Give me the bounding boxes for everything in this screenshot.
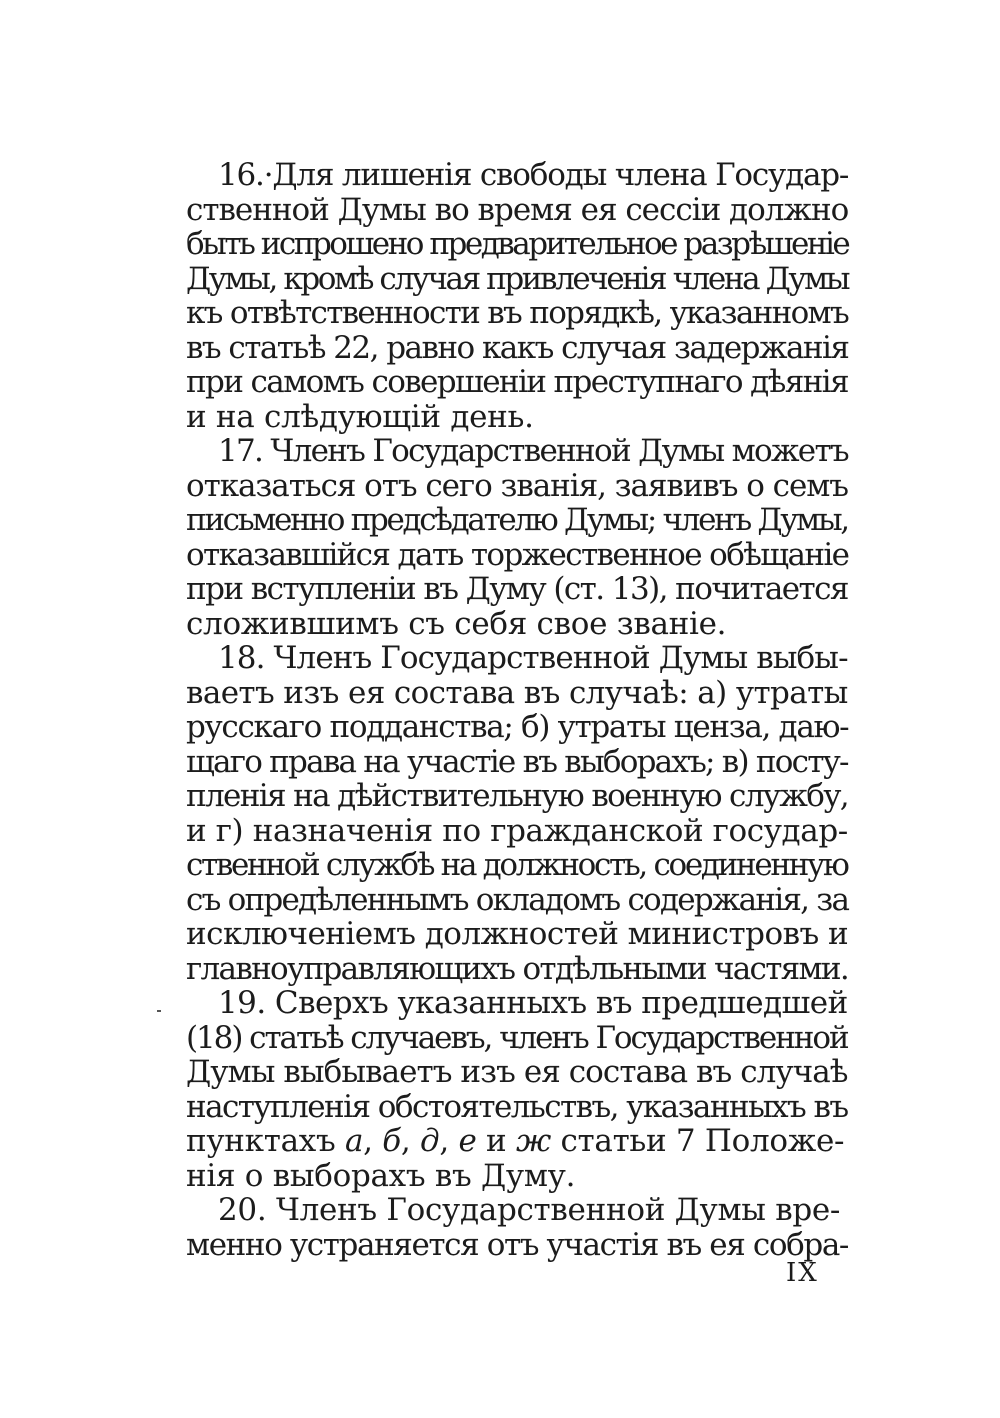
text-line: Думы, кромѣ случая привлеченія члена Думы: [186, 260, 849, 297]
text-line: и на слѣдующій день.: [186, 398, 534, 435]
text-line: нія о выборахъ въ Думу.: [186, 1157, 576, 1194]
text-line: главноуправляющихъ отдѣльными частями.: [186, 950, 849, 987]
page-number: IX: [786, 1258, 819, 1288]
italic-item-e: е: [458, 1123, 477, 1159]
article-19: [186, 986, 848, 1193]
text-line: щаго права на участіе въ выборахъ; в) посту-: [186, 743, 848, 780]
italic-item-zh: ж: [515, 1123, 551, 1159]
text-line: Думы выбываетъ изъ ея состава въ случаѣ: [186, 1054, 848, 1090]
text-fragment: ,: [363, 1123, 383, 1159]
text-line: ственной службѣ на должность, соединенную: [186, 847, 848, 883]
article-17: [186, 434, 848, 641]
text-line: ваетъ изъ ея состава въ случаѣ: а) утраты: [186, 674, 848, 711]
text-line: отказавшійся дать торжественное обѣщаніе: [186, 536, 849, 573]
text-line: быть испрошено предварительное разрѣшеніе: [186, 226, 849, 262]
scan-speck: [157, 1010, 161, 1012]
text-line: менно устраняется отъ участія въ ея собра-: [186, 1226, 848, 1263]
text-fragment: статьи 7 Положе-: [550, 1123, 845, 1159]
article-18: [186, 641, 848, 986]
italic-item-d: д: [419, 1123, 440, 1159]
text-line: 18. Членъ Государственной Думы выбы-: [218, 640, 848, 676]
text-line: исключеніемъ должностей министровъ и: [186, 916, 849, 952]
text-fragment: пунктахъ: [186, 1123, 345, 1159]
text-line: 19. Сверхъ указанныхъ въ предшедшей: [218, 985, 848, 1021]
text-fragment: ,: [400, 1123, 420, 1159]
text-line-with-italics: [186, 1124, 848, 1159]
text-line: наступленія обстоятельствъ, указанныхъ въ: [186, 1088, 848, 1125]
text-line: въ статьѣ 22, равно какъ случая задержанія: [186, 329, 849, 366]
text-line: пленія на дѣйствительную военную службу,: [186, 778, 849, 814]
text-line: письменно предсѣдателю Думы; членъ Думы,: [186, 502, 848, 538]
text-line: при вступленіи въ Думу (ст. 13), почитается: [186, 571, 848, 607]
article-20: [186, 1193, 848, 1262]
italic-item-b: б: [382, 1123, 401, 1159]
text-line: 17. Членъ Государственной Думы можетъ: [218, 433, 848, 469]
text-line: 20. Членъ Государственной Думы вре-: [218, 1192, 841, 1228]
text-line: ственной Думы во время ея сессіи должно: [186, 191, 849, 228]
text-line: при самомъ совершеніи преступнаго дѣянія: [186, 364, 848, 400]
italic-item-a: а: [344, 1123, 364, 1159]
text-line: и г) назначенія по гражданской государ-: [186, 812, 848, 849]
text-line: сложившимъ съ себя свое званіе.: [186, 605, 727, 642]
text-line: 16.·Для лишенія свободы члена Государ-: [218, 157, 849, 193]
text-line: къ отвѣтственности въ порядкѣ, указанномъ: [186, 295, 849, 331]
text-line: (18) статьѣ случаевъ, членъ Государственной: [186, 1019, 848, 1056]
text-fragment: и: [476, 1123, 516, 1159]
text-fragment: ,: [439, 1123, 459, 1159]
text-line: русскаго подданства; б) утраты ценза, даю-: [186, 709, 849, 745]
article-16: [186, 158, 848, 434]
text-line: съ опредѣленнымъ окладомъ содержанія, за: [186, 881, 849, 918]
page-text: [186, 158, 848, 1262]
text-line: отказаться отъ сего званія, заявивъ о семъ: [186, 467, 848, 504]
